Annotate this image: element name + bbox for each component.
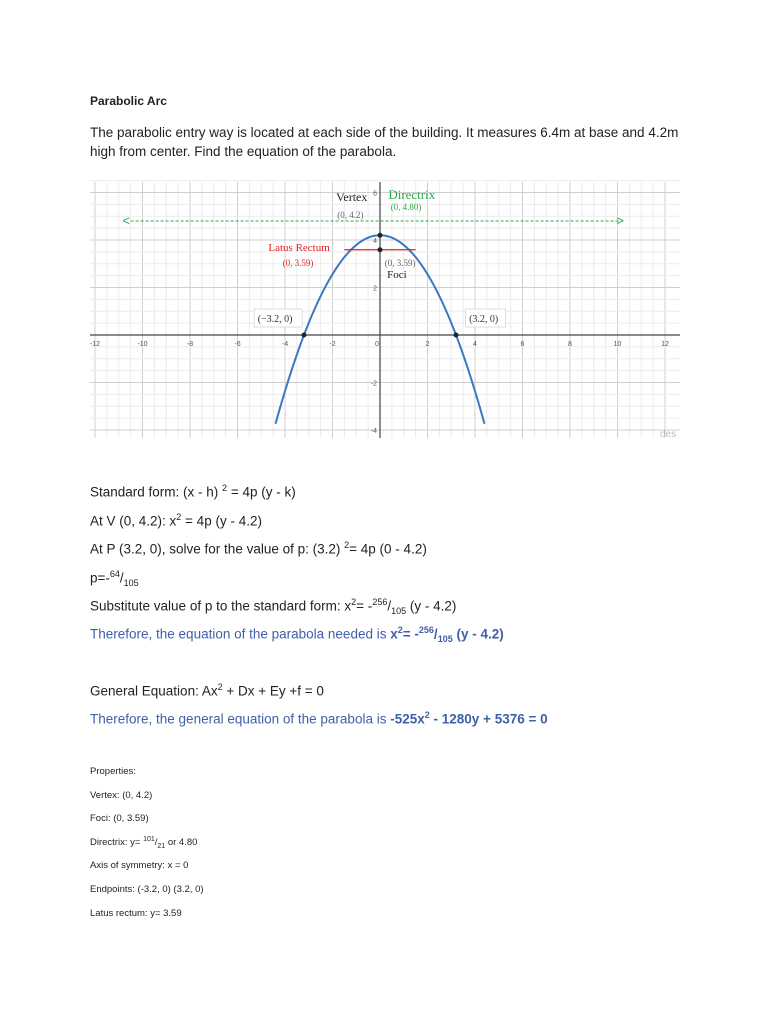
substitute-step: Substitute value of p to the standard form: $x^2= -^{256}/_{105}$ (y - 4.2) (90, 597, 457, 617)
directrix-label: Directrix (388, 187, 436, 202)
vertex-label: Vertex (336, 190, 368, 204)
vertex-point (378, 233, 383, 238)
x-tick-label: 6 (520, 341, 525, 348)
property-latus-rectum: Latus rectum: y= 3.59 (90, 908, 182, 919)
y-tick-label: 2 (373, 285, 377, 293)
parabola-graph (90, 180, 680, 440)
y-tick-label: 6 (373, 190, 377, 198)
directrix-arrow-left: < (122, 213, 130, 228)
x-tick-label: 12 (661, 341, 669, 348)
property-axis: Axis of symmetry: x = 0 (90, 860, 189, 871)
y-tick-label: -4 (370, 428, 377, 435)
at-vertex-step: At V (0, 4.2): $x^2 = 4p$ (y - 4.2) (90, 512, 262, 529)
x-tick-label: -12 (90, 341, 101, 348)
x-tick-label: -2 (329, 341, 336, 348)
foci-coord: (0, 3.59) (384, 258, 416, 268)
directrix-coord: (0, 4.80) (390, 202, 422, 212)
focus-point (378, 247, 383, 252)
x-tick-label: -8 (186, 341, 194, 348)
y-tick-label: 4 (373, 238, 377, 245)
grid (90, 181, 680, 440)
page-title: Parabolic Arc (90, 94, 167, 108)
vertex-coord: (0, 4.2) (337, 210, 364, 220)
watermark: des (660, 429, 677, 440)
p-value: $p=-^{64}/_{105}$ (90, 569, 139, 589)
right-point-label: (3.2, 0) (469, 314, 499, 325)
left-endpoint (302, 333, 307, 338)
standard-form: Standard form: (x - h) $^2$ = 4p (y - k) (90, 483, 296, 500)
property-vertex: Vertex: (0, 4.2) (90, 790, 153, 801)
left-point-label: (−3.2, 0) (257, 314, 293, 325)
parabola-equation-result: Therefore, the equation of the parabola needed is $x^2= -^{256}/_{105}$ (y - 4.2) (90, 625, 504, 645)
x-tick-label: 8 (568, 341, 572, 348)
latus-rectum-coord: (0, 3.59) (282, 258, 314, 268)
property-foci: Foci: (0, 3.59) (90, 813, 149, 824)
x-tick-label: -4 (281, 341, 289, 348)
property-endpoints: Endpoints: (-3.2, 0) (3.2, 0) (90, 884, 204, 895)
x-tick-label: 10 (613, 341, 622, 348)
x-tick-label: -6 (234, 341, 241, 348)
foci-label: Foci (387, 269, 407, 281)
x-tick-label: 0 (375, 341, 379, 348)
problem-statement: The parabolic entry way is located at each side of the building. It measures 6.4m at base and 4.2m high from center. Find the equation of the parabola. (90, 125, 679, 159)
x-tick-label: -10 (137, 341, 148, 348)
latus-rectum-label: Latus Rectum (268, 242, 330, 254)
properties-title: Properties: (90, 766, 136, 777)
right-endpoint (454, 333, 459, 338)
property-directrix: Directrix: $y= ^{101}/_{21}$ or 4.80 (90, 836, 198, 851)
at-point-step: At P (3.2, 0), solve for the value of p: (3.2) $^2$= 4p (0 - 4.2) (90, 540, 427, 557)
directrix-arrow-right: > (616, 213, 624, 228)
general-equation: General Equation: $Ax^2 + Dx + Ey +f = 0$ (90, 682, 324, 699)
x-tick-label: 4 (473, 341, 477, 348)
y-tick-label: -2 (370, 380, 377, 388)
general-equation-result: Therefore, the general equation of the parabola is $-525x^2 - 1280y + 5376 = 0$ (90, 710, 548, 727)
x-tick-label: 2 (425, 341, 430, 348)
